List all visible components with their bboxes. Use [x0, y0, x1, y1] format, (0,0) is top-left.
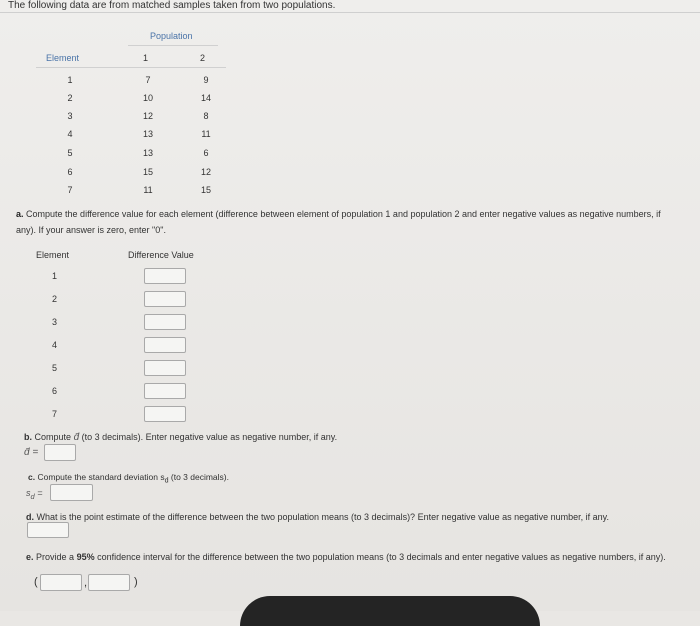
interval-close-paren: ): [134, 576, 138, 588]
interval-upper-input[interactable]: [88, 574, 130, 591]
d-bar-label: d̄ =: [24, 447, 39, 458]
population-2-cell: 6: [203, 148, 209, 158]
interval-open-paren: (: [34, 576, 38, 588]
difference-element: 2: [52, 294, 58, 304]
element-cell: 4: [67, 129, 73, 139]
interval-lower-input[interactable]: [40, 574, 82, 591]
interval-comma: ,: [84, 577, 88, 589]
question-d-text: What is the point estimate of the difference between the two population means (to 3 decimals)? Enter negative value as negative number, if any.: [36, 512, 610, 522]
difference-row: [40, 314, 200, 332]
sd-input[interactable]: [50, 484, 93, 501]
difference-element-header: Element: [36, 250, 70, 260]
difference-row: [40, 268, 200, 286]
intro-text: The following data are from matched samples taken from two populations.: [8, 0, 336, 11]
element-cell: 3: [67, 111, 73, 121]
header-rule: [36, 67, 226, 68]
sd-label-sub: d: [30, 491, 35, 501]
difference-input-4[interactable]: [144, 337, 186, 353]
divider: [0, 12, 700, 13]
table-row: [50, 182, 230, 200]
question-a: [16, 206, 676, 238]
population-2-cell: 8: [203, 111, 209, 121]
population-2-cell: 14: [200, 93, 211, 103]
question-c-text: Compute the standard deviation s: [37, 472, 165, 482]
difference-row: [40, 406, 200, 424]
difference-row: [40, 383, 200, 401]
question-e-text-before: Provide a: [36, 552, 75, 562]
sd-label: [26, 488, 42, 501]
population-1-cell: 13: [142, 129, 153, 139]
sd-label-eq: =: [37, 488, 43, 498]
table-row: [50, 90, 230, 108]
population-1-cell: 11: [143, 185, 153, 195]
difference-row: [40, 360, 200, 378]
question-c-letter: c.: [28, 472, 36, 482]
difference-element: 7: [52, 409, 58, 419]
difference-element: 1: [52, 271, 58, 281]
question-d-letter: d.: [26, 512, 34, 522]
difference-input-1[interactable]: [144, 268, 186, 284]
table-row: [50, 108, 230, 126]
element-cell: 2: [67, 93, 73, 103]
population-underline: [128, 45, 218, 46]
question-e-pct: 95%: [76, 552, 95, 562]
d-bar-input[interactable]: [44, 444, 76, 461]
element-cell: 1: [67, 75, 73, 85]
question-b-text-before: Compute: [34, 432, 72, 442]
difference-element: 6: [52, 386, 58, 396]
question-c-sub: d: [164, 476, 169, 485]
table-row: [50, 126, 230, 144]
population-1-cell: 7: [145, 75, 151, 85]
element-cell: 5: [67, 148, 73, 158]
population-2-cell: 11: [201, 129, 211, 139]
element-cell: 6: [67, 167, 73, 177]
d-bar-symbol: d̄: [73, 432, 80, 443]
difference-input-7[interactable]: [144, 406, 186, 422]
population-1-cell: 13: [142, 148, 153, 158]
question-e-letter: e.: [26, 552, 34, 562]
difference-element: 4: [52, 340, 58, 350]
question-c: [28, 472, 229, 485]
population-1-cell: 12: [142, 111, 153, 121]
difference-input-3[interactable]: [144, 314, 186, 330]
question-d: [26, 512, 609, 522]
sd-label-s: s: [26, 488, 31, 498]
table-row: [50, 164, 230, 182]
difference-element: 5: [52, 363, 58, 373]
population-header: Population: [150, 31, 193, 41]
difference-row: [40, 291, 200, 309]
question-e-text-after: confidence interval for the difference between the two population means (to 3 decimals and enter negative values as negative numbers, if any).: [97, 552, 666, 562]
difference-value-header: Difference Value: [128, 250, 194, 260]
question-c-text-after: (to 3 decimals).: [170, 472, 229, 482]
difference-input-2[interactable]: [144, 291, 186, 307]
question-e: [26, 549, 676, 565]
population-1-cell: 10: [142, 93, 153, 103]
question-b: [24, 432, 337, 443]
question-a-text: Compute the difference value for each element (difference between element of population 1 and population 2 and enter negative values as negative numbers, if any). If your answer is zero, enter "0".: [16, 209, 661, 235]
population-2-cell: 12: [200, 167, 211, 177]
table-row: [50, 72, 230, 90]
question-a-letter: a.: [16, 209, 24, 219]
population-1-cell: 15: [142, 167, 153, 177]
dark-shadow: [240, 596, 540, 626]
difference-element: 3: [52, 317, 58, 327]
element-cell: 7: [67, 185, 73, 195]
element-header: Element: [46, 53, 80, 63]
difference-row: [40, 337, 200, 355]
population-1-header: 1: [143, 53, 149, 63]
point-estimate-input[interactable]: [27, 522, 69, 538]
population-2-cell: 9: [203, 75, 209, 85]
question-b-letter: b.: [24, 432, 32, 442]
population-2-cell: 15: [200, 185, 211, 195]
difference-input-6[interactable]: [144, 383, 186, 399]
difference-input-5[interactable]: [144, 360, 186, 376]
question-b-text-after: (to 3 decimals). Enter negative value as negative number, if any.: [81, 432, 338, 442]
table-row: [50, 145, 230, 163]
population-2-header: 2: [200, 53, 206, 63]
